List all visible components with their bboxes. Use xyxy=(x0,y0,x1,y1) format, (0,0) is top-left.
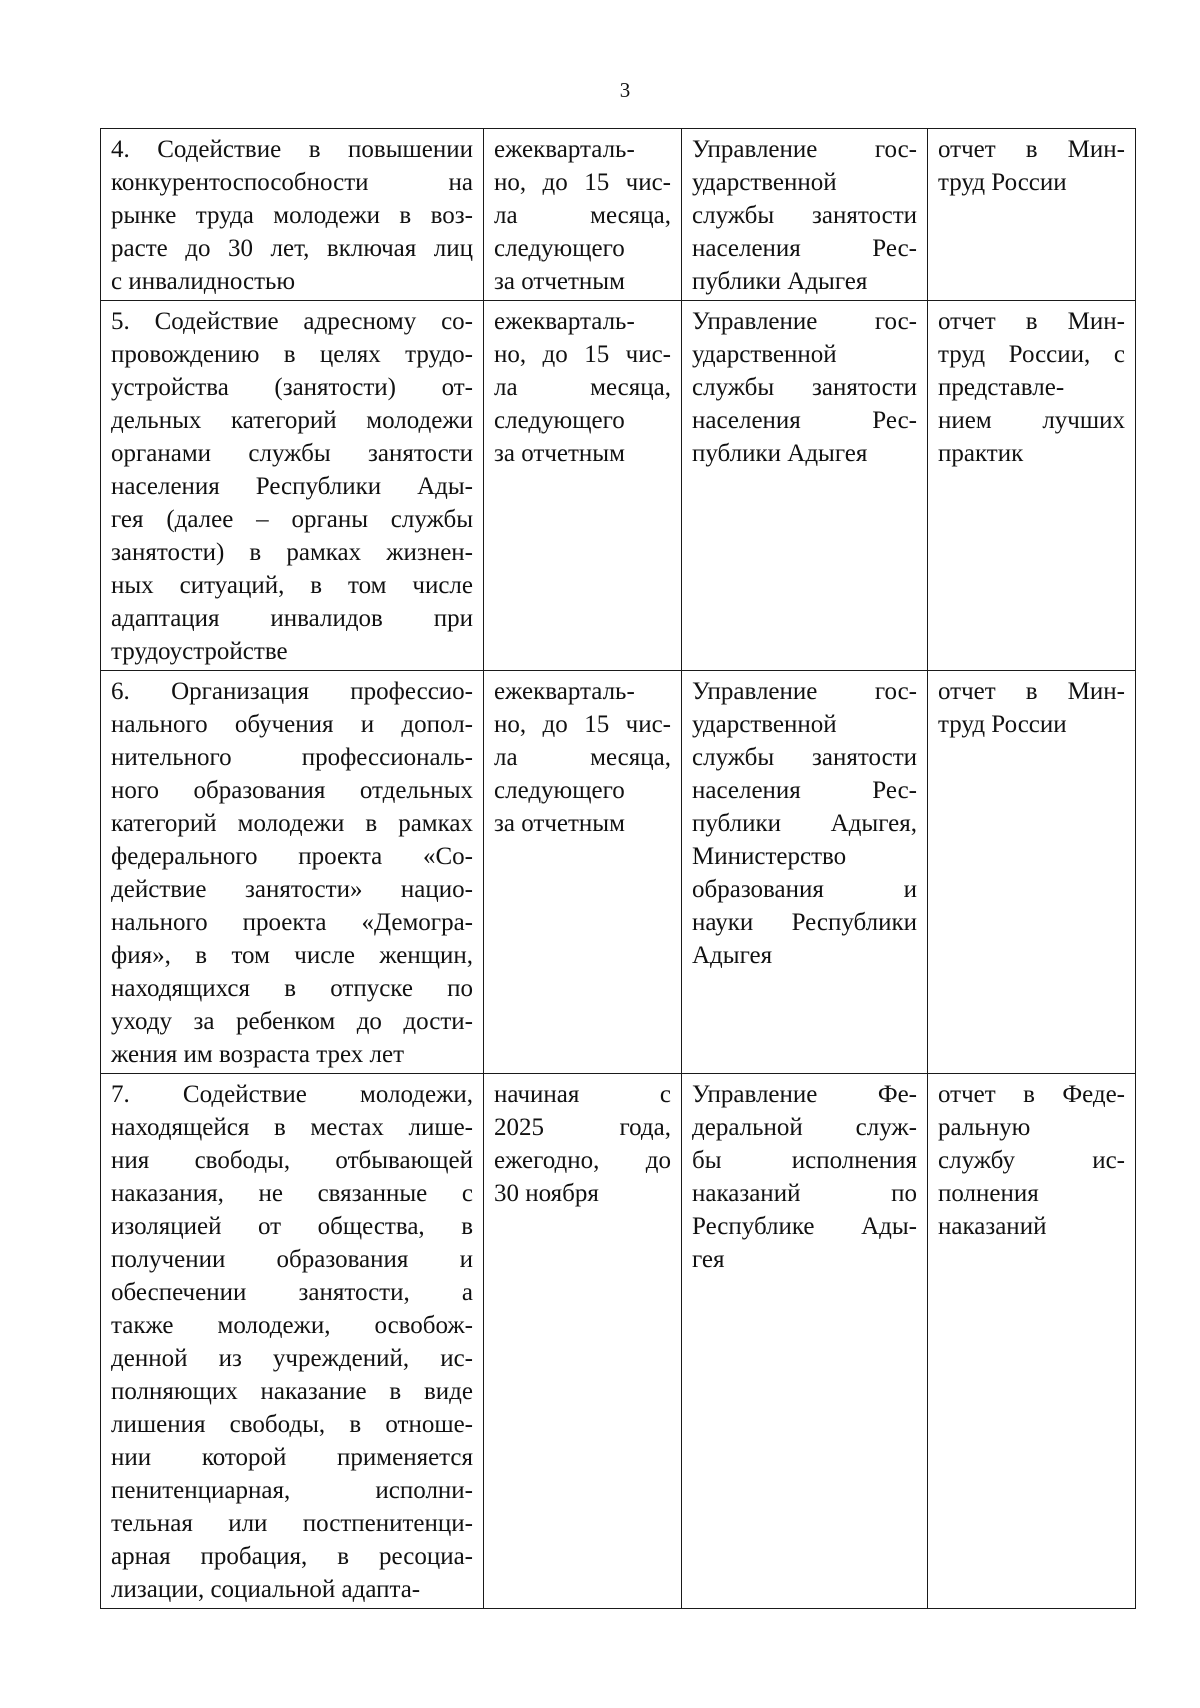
text-line: лишения свободы, в отноше- xyxy=(111,1411,473,1438)
text-line: образования и xyxy=(692,876,917,903)
text-line: публики Адыгея, xyxy=(692,810,917,837)
text-line: обеспечении занятости, а xyxy=(111,1279,473,1306)
text-line: ежегодно, до xyxy=(494,1147,671,1174)
text-line: изоляцией от общества, в xyxy=(111,1213,473,1240)
text-line: наказаний по xyxy=(692,1180,917,1207)
text-line: уходу за ребенком до дости- xyxy=(111,1008,473,1035)
text-line: также молодежи, освобож- xyxy=(111,1312,473,1339)
text-line: 30 ноября xyxy=(494,1180,599,1207)
responsible-cell xyxy=(682,671,928,1074)
text-line: ударственной xyxy=(692,711,837,738)
text-line: за отчетным xyxy=(494,440,625,467)
text-line: Управление гос- xyxy=(692,308,917,335)
text-line: населения Рес- xyxy=(692,235,917,262)
responsible-cell xyxy=(682,301,928,671)
text-line: лизации, социальной адапта- xyxy=(111,1576,421,1603)
report-cell xyxy=(928,301,1136,671)
text-line: науки Республики xyxy=(692,909,917,936)
text-line: но, до 15 чис- xyxy=(494,169,671,196)
text-line: 2025 года, xyxy=(494,1114,671,1141)
text-line: отчет в Мин- xyxy=(938,678,1125,705)
activity-cell xyxy=(101,301,484,671)
text-line: 7. Содействие молодежи, xyxy=(111,1081,473,1108)
text-line: расте до 30 лет, включая лиц xyxy=(111,235,473,262)
text-line: публики Адыгея xyxy=(692,268,868,295)
text-line: гея (далее – органы службы xyxy=(111,506,473,533)
text-line: арная пробация, в ресоциа- xyxy=(111,1543,473,1570)
text-line: деральной служ- xyxy=(692,1114,917,1141)
text-line: представле- xyxy=(938,374,1065,401)
text-line: фия», в том числе женщин, xyxy=(111,942,473,969)
text-line: Управление гос- xyxy=(692,136,917,163)
text-line: начиная с xyxy=(494,1081,671,1108)
text-line: находящейся в местах лише- xyxy=(111,1114,473,1141)
text-line: нального обучения и допол- xyxy=(111,711,473,738)
text-line: получении образования и xyxy=(111,1246,473,1273)
text-line: труд России, с xyxy=(938,341,1125,368)
text-line: находящихся в отпуске по xyxy=(111,975,473,1002)
text-line: но, до 15 чис- xyxy=(494,341,671,368)
text-line: дельных категорий молодежи xyxy=(111,407,473,434)
text-line: конкурентоспособности на xyxy=(111,169,473,196)
text-line: рынке труда молодежи в воз- xyxy=(111,202,473,229)
text-line: наказания, не связанные с xyxy=(111,1180,473,1207)
text-line: провождению в целях трудо- xyxy=(111,341,473,368)
text-line: 4. Содействие в повышении xyxy=(111,136,473,163)
text-line: ла месяца, xyxy=(494,744,671,771)
text-line: населения Рес- xyxy=(692,777,917,804)
text-line: но, до 15 чис- xyxy=(494,711,671,738)
text-line: категорий молодежи в рамках xyxy=(111,810,473,837)
report-cell xyxy=(928,671,1136,1074)
text-line: бы исполнения xyxy=(692,1147,917,1174)
text-line: ла месяца, xyxy=(494,374,671,401)
text-line: ния свободы, отбывающей xyxy=(111,1147,473,1174)
activity-cell xyxy=(101,1074,484,1609)
text-line: денной из учреждений, ис- xyxy=(111,1345,473,1372)
text-line: тельная или постпенитенци- xyxy=(111,1510,473,1537)
text-line: Управление Фе- xyxy=(692,1081,917,1108)
text-line: службы занятости xyxy=(692,744,917,771)
text-line: наказаний xyxy=(938,1213,1047,1240)
text-line: следующего xyxy=(494,777,625,804)
text-line: отчет в Феде- xyxy=(938,1081,1125,1108)
table-row xyxy=(101,301,1136,671)
text-line: 6. Организация профессио- xyxy=(111,678,473,705)
text-line: гея xyxy=(692,1246,725,1273)
text-line: ударственной xyxy=(692,169,837,196)
text-line: полняющих наказание в виде xyxy=(111,1378,473,1405)
activity-cell xyxy=(101,129,484,301)
text-line: Управление гос- xyxy=(692,678,917,705)
table-row xyxy=(101,671,1136,1074)
activity-cell xyxy=(101,671,484,1074)
text-line: труд России xyxy=(938,169,1067,196)
text-line: действие занятости» нацио- xyxy=(111,876,473,903)
text-line: службы занятости xyxy=(692,374,917,401)
text-line: Министерство xyxy=(692,843,847,870)
responsible-cell xyxy=(682,129,928,301)
text-line: следующего xyxy=(494,235,625,262)
text-line: занятости) в рамках жизнен- xyxy=(111,539,473,566)
text-line: практик xyxy=(938,440,1024,467)
text-line: населения Рес- xyxy=(692,407,917,434)
report-cell xyxy=(928,129,1136,301)
text-line: с инвалидностью xyxy=(111,268,296,295)
text-line: Республике Ады- xyxy=(692,1213,917,1240)
report-cell xyxy=(928,1074,1136,1609)
text-line: за отчетным xyxy=(494,268,625,295)
text-line: населения Республики Ады- xyxy=(111,473,473,500)
text-line: органами службы занятости xyxy=(111,440,473,467)
responsible-cell xyxy=(682,1074,928,1609)
text-line: 5. Содействие адресному со- xyxy=(111,308,473,335)
text-line: ных ситуаций, в том числе xyxy=(111,572,473,599)
page-number: 3 xyxy=(619,78,631,102)
text-line: службу ис- xyxy=(938,1147,1125,1174)
text-line: нального проекта «Демогра- xyxy=(111,909,473,936)
text-line: нительного профессиональ- xyxy=(111,744,473,771)
text-line: федерального проекта «Со- xyxy=(111,843,473,870)
table-row xyxy=(101,129,1136,301)
text-line: Адыгея xyxy=(692,942,773,969)
text-line: публики Адыгея xyxy=(692,440,868,467)
text-line: трудоустройстве xyxy=(111,638,288,665)
text-line: нии которой применяется xyxy=(111,1444,473,1471)
text-line: устройства (занятости) от- xyxy=(111,374,473,401)
deadline-cell xyxy=(484,301,682,671)
plan-table xyxy=(100,128,1136,1609)
text-line: ежекварталь- xyxy=(494,678,635,705)
deadline-cell xyxy=(484,671,682,1074)
text-line: отчет в Мин- xyxy=(938,308,1125,335)
table-row xyxy=(101,1074,1136,1609)
deadline-cell xyxy=(484,129,682,301)
text-line: ежекварталь- xyxy=(494,308,635,335)
text-line: отчет в Мин- xyxy=(938,136,1125,163)
text-line: за отчетным xyxy=(494,810,625,837)
text-line: службы занятости xyxy=(692,202,917,229)
text-line: ударственной xyxy=(692,341,837,368)
text-line: жения им возраста трех лет xyxy=(111,1041,405,1068)
text-line: пенитенциарная, исполни- xyxy=(111,1477,473,1504)
text-line: следующего xyxy=(494,407,625,434)
text-line: ежекварталь- xyxy=(494,136,635,163)
text-line: полнения xyxy=(938,1180,1039,1207)
plan-table-body xyxy=(101,129,1136,1609)
text-line: труд России xyxy=(938,711,1067,738)
text-line: ла месяца, xyxy=(494,202,671,229)
text-line: ного образования отдельных xyxy=(111,777,473,804)
text-line: нием лучших xyxy=(938,407,1125,434)
text-line: адаптация инвалидов при xyxy=(111,605,473,632)
text-line: ральную xyxy=(938,1114,1031,1141)
deadline-cell xyxy=(484,1074,682,1609)
